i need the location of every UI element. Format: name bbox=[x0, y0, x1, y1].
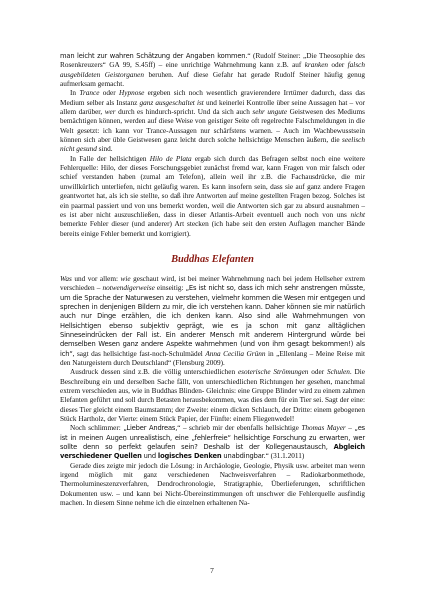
text-span: Gerade dies zeigte mir jedoch die Lösung: in Archäologie, Geologie, Physik usw. arbeitet man wenn irgend möglich mit ganz verschiedenen Nachweisverfahren – Radiokarbonmethode, Thermolumineszenzverfahren, Dendrochronologie, Stratigraphie, Überlieferungen, schriftlichen Dokumenten usw. – und kann bei Nicht-Übereinstimmungen oft unschwer die Fehlerquelle ausfindig machen. In diesem Sinne nehme ich die einzelnen erhaltenen Na- bbox=[60, 461, 365, 508]
paragraph bbox=[60, 424, 365, 461]
quote-span: „es ist in meinen Augen unrealistisch, eine „fehlerfreie“ hellsichtige Forschung zu erwarten, wer sollte denn so perfekt gelaufen sein? Deshalb ist der Kollegenaustausch, bbox=[60, 424, 365, 452]
text-span: bemerkte Fehler dieser (und anderer) Art stecken (ich habe seit den ersten Auflagen mancher Bände bereits einige Fehler bemerkt und korrigiert). bbox=[60, 220, 365, 238]
text-span: Noch schlimmer: bbox=[70, 424, 124, 433]
text-span: und vor allem: bbox=[71, 274, 121, 283]
paragraph bbox=[60, 52, 365, 89]
quote-span: unabdingbar. bbox=[221, 452, 266, 461]
paragraph bbox=[60, 89, 365, 154]
italic-span: nicht bbox=[350, 210, 365, 219]
text-span: “ (Rudolf Steiner: „Die Theosophie des Rosenkreuzers“ GA 99, S.45ff) – eine unrichtige Wahrnehmung kann z.B. auf bbox=[60, 52, 365, 70]
text-span: einseitig: bbox=[154, 284, 186, 293]
text-span: Ausdruck dessen sind z.B. die völlig unterschiedlichen bbox=[70, 368, 238, 377]
text-span: ergeben sich noch wesentlich gravierendere Irrtümer dadurch, dass das Medium selber als Instanz bbox=[60, 89, 365, 107]
text-span: Geistwesen des Mediums bemächtigen können, werden auf diese Weise von geistiger Seite oft regelrechte Falschmeldungen in die Welt gesetzt: ich kann vor Trance-Aussagen nur schärfstens warnen. – Auch im Wachbewusstsein können sich aber üble Geistwesen ganz leicht durch solche hellsichtige Menschen äußern, die bbox=[60, 108, 365, 145]
italic-span: Hypnose bbox=[118, 89, 145, 98]
italic-span: ganz ausgeschaltet ist bbox=[139, 98, 204, 107]
italic-span: falsch ausgebildeten Geistorganen bbox=[60, 61, 365, 79]
italic-span: Was bbox=[60, 274, 72, 283]
quote-span: „Lieber Andreas, bbox=[123, 424, 178, 433]
text-span: “ (31.1.2011) bbox=[265, 452, 305, 461]
page-number: 7 bbox=[210, 566, 214, 575]
text-span: . Die Beschreibung ein und derselben Sache fällt, von unterschiedlichen Richtungen her gesehen, manchmal extrem verschieden aus, wie in Buddhas Blinden- Gleichnis: eine Gruppe Blinder wird zu einem zahmen Elefanten geführt und soll durch Betasten herausbekommen, was dies dem für ein Tier sei. Sagt der eine: dieses Tier gleicht einem Baumstamm; der Zweite: einem dicken Schlauch, der Dritte: einem gebogenen Stück Hartholz, der Vierte: einem Stück Papier, der Fünfte: einem Fliegenwedel! bbox=[60, 368, 366, 424]
paragraph bbox=[60, 368, 365, 424]
italic-span: notwendigerweise bbox=[102, 284, 155, 293]
text-span: sind. bbox=[96, 145, 113, 154]
italic-span: seelisch nicht gesund bbox=[60, 136, 365, 154]
text-span: beruhen. Auf diese Gefahr hat gerade Rudolf Steiner häufig genug aufmerksam gemacht. bbox=[60, 70, 366, 89]
quote-span: Abgleich verschiedener Quellen bbox=[60, 443, 365, 461]
italic-span: Thomas Mayer bbox=[301, 424, 346, 433]
italic-span: kranken bbox=[304, 61, 329, 70]
paragraph bbox=[60, 462, 365, 509]
body-text-bottom bbox=[60, 275, 365, 509]
paragraph bbox=[60, 155, 365, 239]
text-span: In Falle der hellsichtigen bbox=[70, 154, 150, 163]
text-span: oder bbox=[99, 89, 119, 98]
italic-span: esoterische Strömungen bbox=[237, 368, 309, 377]
text-span: oder bbox=[308, 368, 327, 377]
quote-span: „Es ist nicht so, dass ich mich sehr anstrengen müsste, um die Sprache der Naturwesen zu verstehen, vielmehr kommen die Wesen mir entgegen und sprechen in denjenigen Bildern zu mir, die ich verstehen kann. Daher können sie mir natürlich auch nur Dinge erzählen, die ich denken kann. Also sind alle Wahrnehmungen von Hellsichtigen ebenso subjektiv geprägt, wie es ja schon mit ganz alltäglichen Sinneseindrücken der Fall ist. Ein anderer Mensch mit anderem Hintergrund würde bei demselben Wesen ganz andere Aspekte wahrnehmen (und von ihm gesagt bekommen!) als ich“ bbox=[60, 284, 365, 358]
text-span: und keinerlei Kontrolle über seine Aussagen hat – vor allem darüber, bbox=[60, 98, 365, 117]
quote-span: logisches Denken bbox=[157, 452, 222, 461]
text-span: , sagt das hellsichtige fast-noch-Schulmädel bbox=[72, 349, 206, 358]
text-span: oder bbox=[328, 61, 348, 70]
text-span: geschaut wird, ist bei meiner Wahrnehmung nach bei jedem Hellseher extrem verschieden – bbox=[60, 274, 365, 293]
paragraph bbox=[60, 275, 365, 368]
italic-span: sehr ungute bbox=[252, 108, 288, 117]
italic-span: Hilo de Plata bbox=[149, 154, 192, 163]
text-span: ergab sich durch das Befragen selbst noch eine weitere Fehlerquelle: Hilo, der dieses Forschungsgebiet zunächst fremd war, kann Fragen von mir falsch oder schief verstanden haben (zumal am Telefon), allein weil ihr z.B. die Fachausdrücke, die mir unwillkürlich unterliefen, nicht geläufig waren. Es kann insofern sein, dass sie auf ganz andere Fragen geantwortet hat, als ich sie stellte, so daß ihre Antworten auf meine gestellten Fragen bezog. Solches ist ein paarmal passiert und von uns bemerkt worden, weil die Antworten sich gar zu absurd ausnahmen – es ist aber nicht auszuschließen, dass in dieser Atlantis-Arbeit eventuell auch noch von uns bbox=[60, 154, 365, 219]
text-span: in „Ellenlang – Meine Reise mit den Naturgeistern durch Deutschland“ (Flensburg 2009). bbox=[60, 349, 366, 367]
italic-span: Anna Cecilia Grünn bbox=[205, 349, 266, 358]
section-heading: Buddhas Elefanten bbox=[171, 253, 254, 265]
italic-span: wie bbox=[120, 274, 131, 283]
text-span: In bbox=[70, 89, 80, 98]
italic-span: Trance bbox=[79, 89, 100, 98]
body-text-top bbox=[60, 52, 365, 239]
text-span: “ – schrieb mir der ebenfalls hellsichtige bbox=[177, 424, 302, 433]
italic-span: wer bbox=[104, 108, 116, 117]
quote-span: man leicht zur wahren Schätzung der Angaben kommen. bbox=[60, 52, 248, 60]
quote-span: und bbox=[141, 452, 158, 461]
italic-span: Schulen bbox=[326, 368, 350, 377]
text-span: durch es hindurch-spricht. Und da sich auch bbox=[115, 108, 253, 117]
page-content bbox=[60, 52, 365, 508]
text-span: – bbox=[345, 424, 355, 433]
